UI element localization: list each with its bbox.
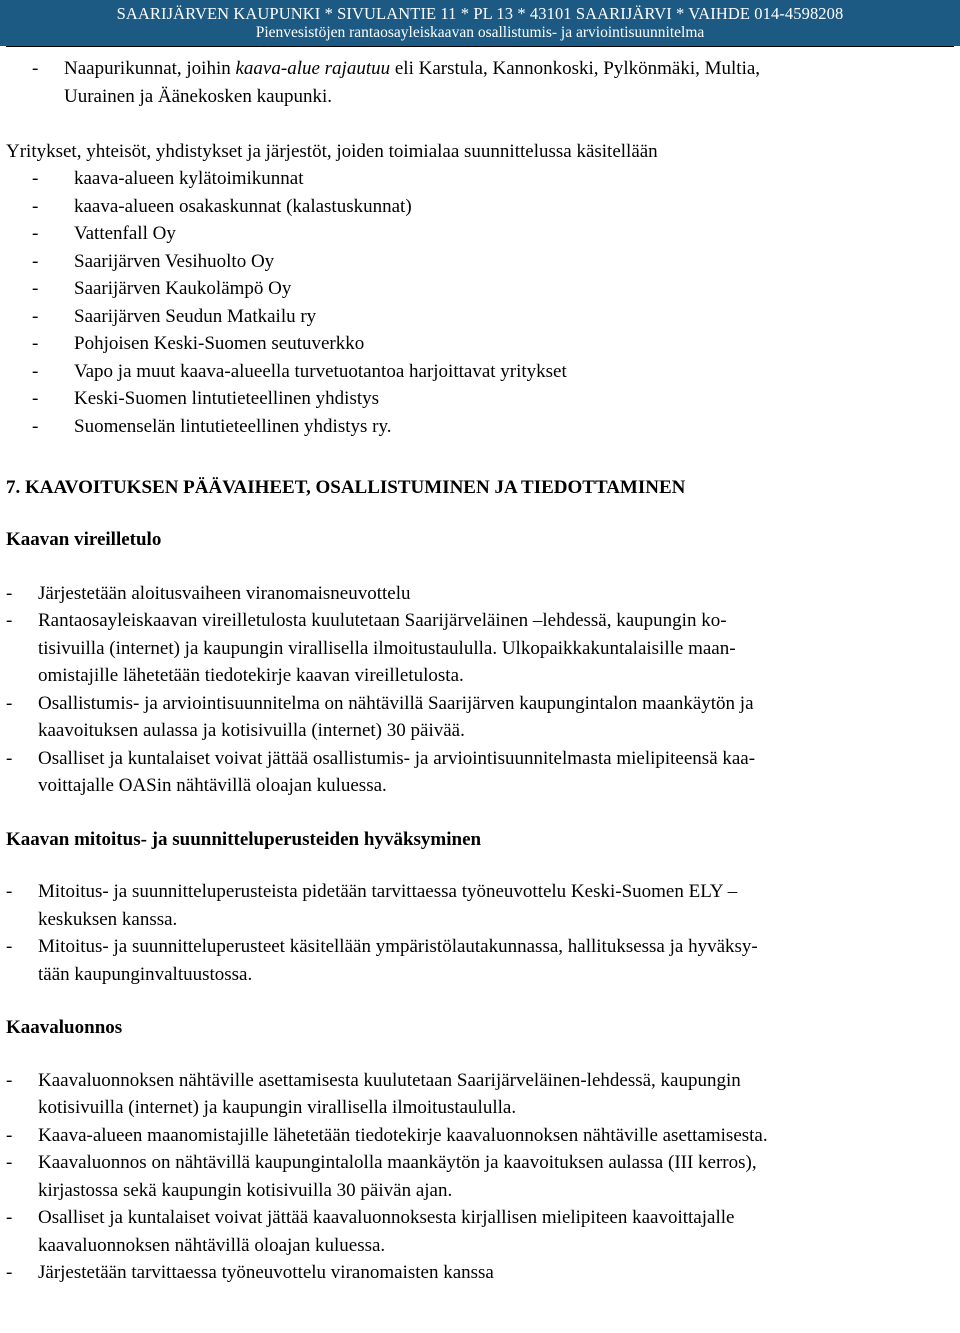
list-item: - Osalliset ja kuntalaiset voivat jättää kaavaluonnoksesta kirjallisen mielipiteen kaavoittajalle kaavaluonnoksen nähtävillä oloajan kuluessa.	[6, 1207, 735, 1256]
list-item: - Osallistumis- ja arviointisuunnitelma on nähtävillä Saarijärven kaupungintalon maankäytön ja kaavoituksen aulassa ja kotisivuilla (internet) 30 päivää.	[6, 692, 754, 741]
list-item: - Keski-Suomen lintutieteellinen yhdistys	[32, 388, 380, 409]
header-contact-line: SAARIJÄRVEN KAUPUNKI * SIVULANTIE 11 * PL 13 * 43101 SAARIJÄRVI * VAIHDE 014-4598208	[116, 4, 844, 23]
header-document-title: Pienvesistöjen rantaosayleiskaavan osallistumis- ja arviointisuunnitelma	[255, 24, 705, 41]
section-title: 7. KAAVOITUKSEN PÄÄVAIHEET, OSALLISTUMINEN JA TIEDOTTAMINEN	[6, 476, 686, 498]
list-item: - Suomenselän lintutieteellinen yhdistys ry.	[32, 415, 392, 437]
list-item: - Kaavaluonnoksen nähtäville asettamisesta kuulutetaan Saarijärveläinen-lehdessä, kaupungin kotisivuilla (internet) ja kaupungin virallisella ilmoitustaululla.	[6, 1069, 741, 1118]
list-item: - Rantaosayleiskaavan vireilletulosta kuulutetaan Saarijärveläinen –lehdessä, kaupungin ko- tisivuilla (internet) ja kaupungin virallisella ilmoitustaululla. Ulkopaikkakuntalaisille maan- omistajille lähetetään tiedotekirje kaavan vireilletulosta.	[6, 610, 736, 686]
companies-intro: Yritykset, yhteisöt, yhdistykset ja järjestöt, joiden toimialaa suunnittelussa käsitellään	[6, 140, 658, 162]
header-divider	[6, 46, 954, 47]
list-item: - Naapurikunnat, joihin kaava-alue rajautuu eli Karstula, Kannonkoski, Pylkönmäki, Multia, Uurainen ja Äänekosken kaupunki.	[32, 58, 761, 107]
list-item: - Vattenfall Oy	[32, 223, 176, 244]
companies-list	[6, 165, 960, 440]
list-item: - Pohjoisen Keski-Suomen seutuverkko	[32, 333, 365, 354]
subheading-mitoitus: Kaavan mitoitus- ja suunnitteluperusteiden hyväksyminen	[6, 828, 482, 850]
list-item: - Saarijärven Vesihuolto Oy	[32, 250, 275, 272]
document-body	[0, 55, 960, 1287]
kaavaluonnos-list	[6, 1067, 960, 1287]
subheading-vireilletulo: Kaavan vireilletulo	[6, 529, 162, 550]
list-item: - kaava-alueen osakaskunnat (kalastuskunnat)	[32, 195, 412, 217]
list-item: - Mitoitus- ja suunnitteluperusteista pidetään tarvittaessa työneuvottelu Keski-Suomen ELY – keskuksen kanssa.	[6, 881, 738, 930]
list-item: - Vapo ja muut kaava-alueella turvetuotantoa harjoittavat yritykset	[32, 360, 567, 382]
list-item: - kaava-alueen kylätoimikunnat	[32, 168, 304, 189]
list-item: - Saarijärven Seudun Matkailu ry	[32, 305, 317, 327]
page-header	[0, 0, 960, 46]
list-item: - Mitoitus- ja suunnitteluperusteet käsitellään ympäristölautakunnassa, hallituksessa ja hyväksy- tään kaupunginvaltuustossa.	[6, 936, 758, 985]
mitoitus-list	[6, 878, 960, 988]
list-item: - Järjestetään aloitusvaiheen viranomaisneuvottelu	[6, 582, 411, 604]
subheading-kaavaluonnos: Kaavaluonnos	[6, 1017, 123, 1038]
list-item: - Osalliset ja kuntalaiset voivat jättää osallistumis- ja arviointisuunnitelmasta mielipiteensä kaa- voittajalle OASin nähtävillä oloajan kuluessa.	[6, 747, 756, 796]
list-item: - Järjestetään tarvittaessa työneuvottelu viranomaisten kanssa	[6, 1262, 494, 1283]
vireilletulo-list	[6, 580, 960, 800]
list-item: - Kaavaluonnos on nähtävillä kaupungintalolla maankäytön ja kaavoituksen aulassa (III kerros), kirjastossa sekä kaupungin kotisivuilla 30 päivän ajan.	[6, 1152, 757, 1201]
list-item: - Saarijärven Kaukolämpö Oy	[32, 278, 292, 299]
list-item: - Kaava-alueen maanomistajille lähetetään tiedotekirje kaavaluonnoksen nähtäville asettamisesta.	[6, 1124, 768, 1146]
